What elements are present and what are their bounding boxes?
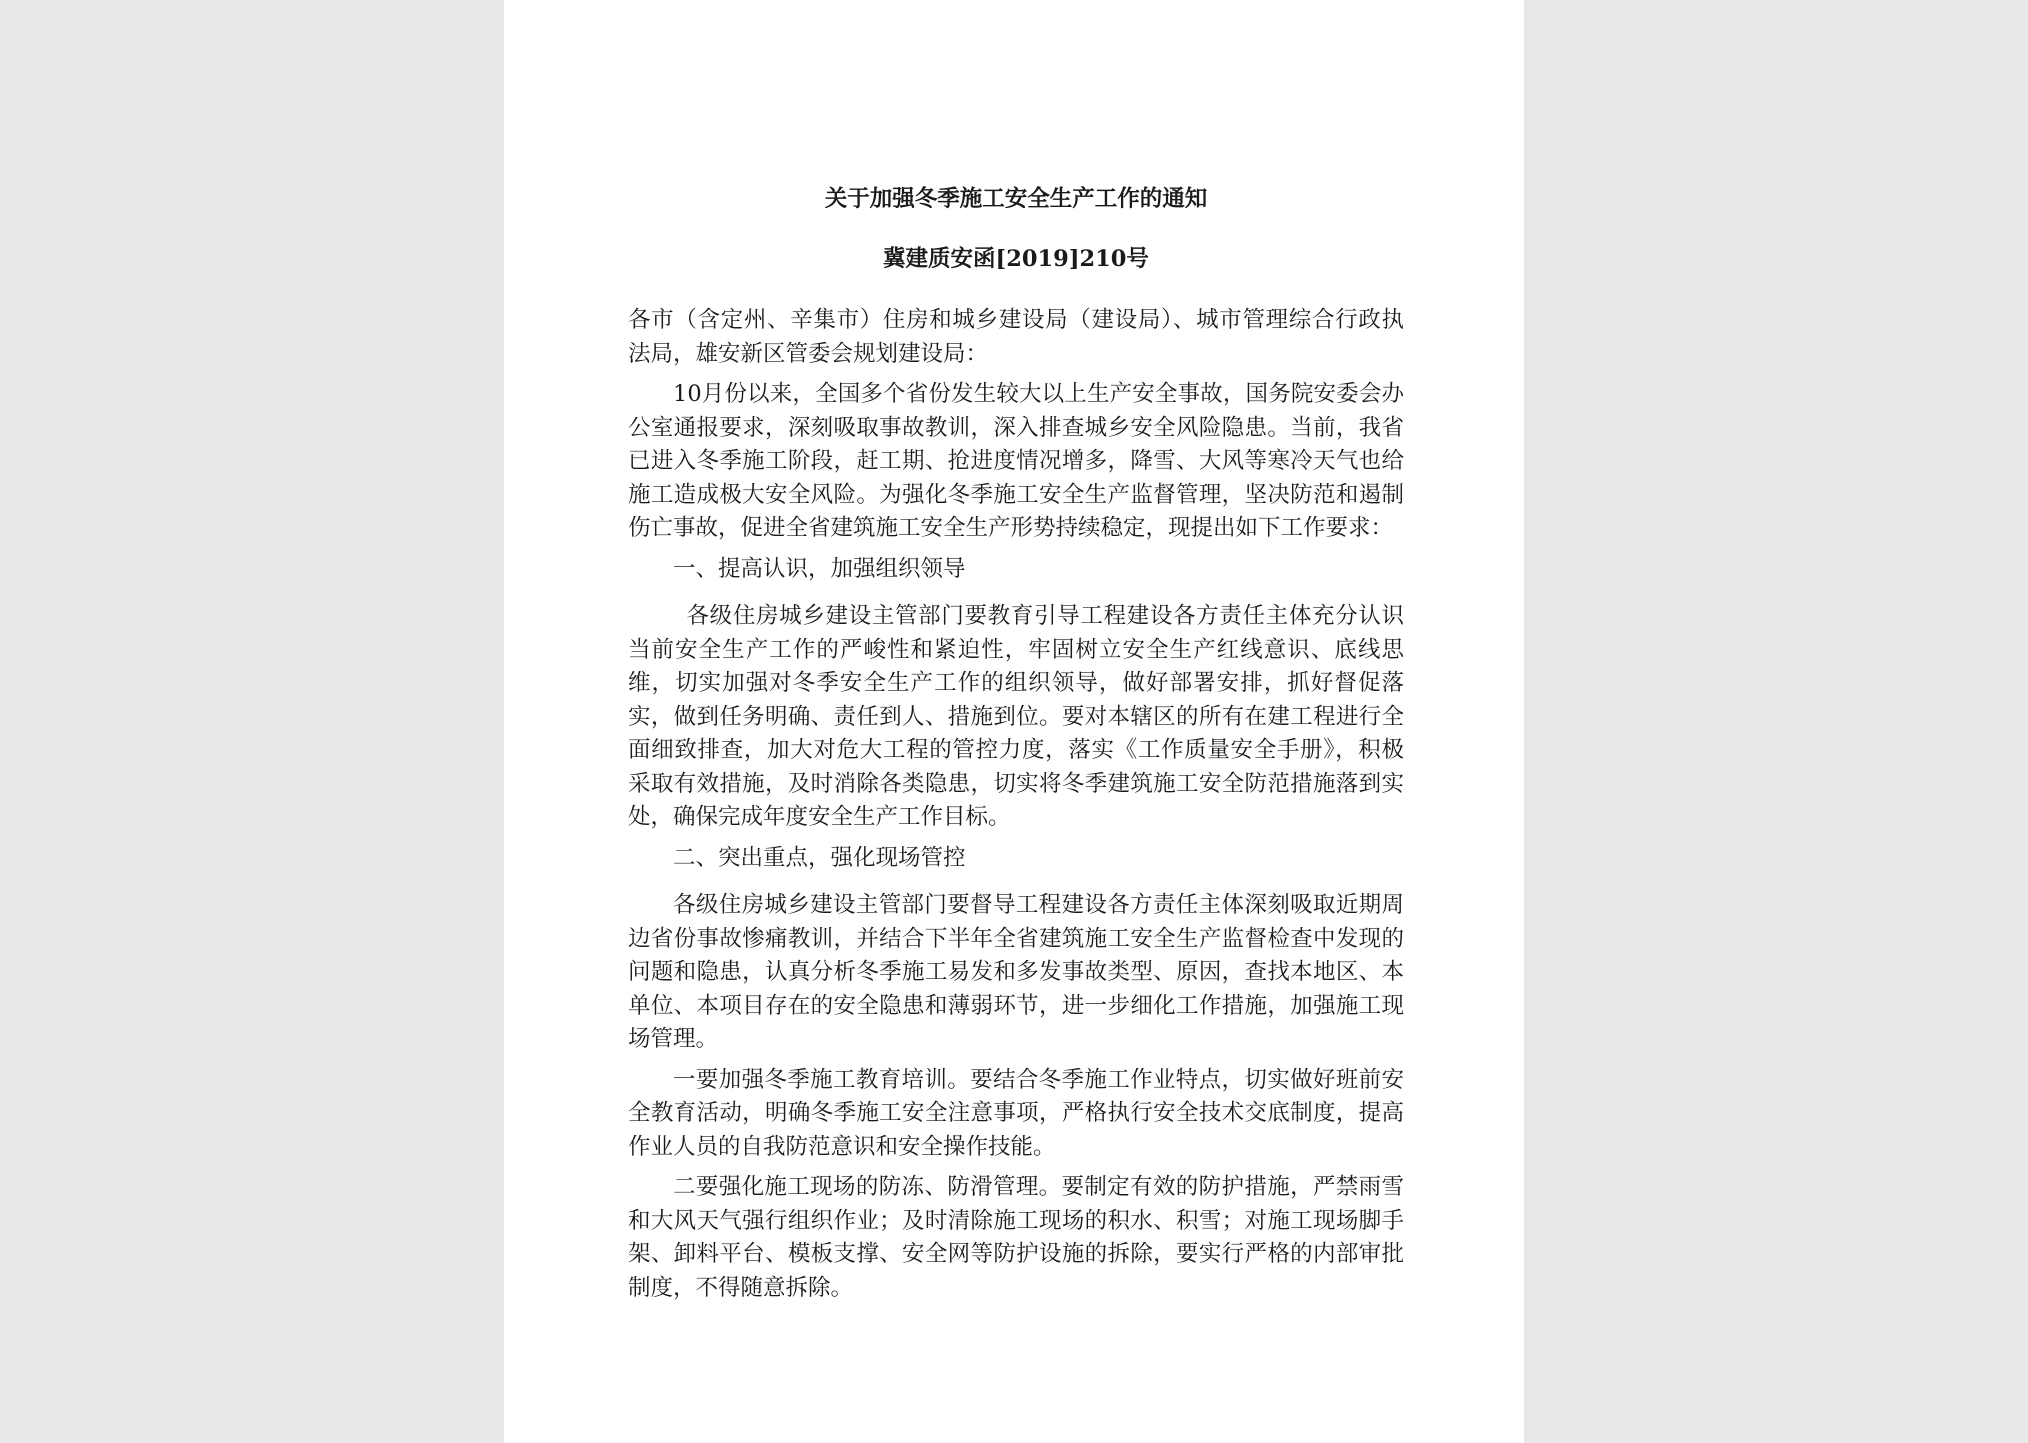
document-page: [504, 0, 1524, 1443]
item-2-paragraph: 二要强化施工现场的防冻、防滑管理。要制定有效的防护措施，严禁雨雪和大风天气强行组织作业；及时清除施工现场的积水、积雪；对施工现场脚手架、卸料平台、模板支撑、安全网等防护设施的拆除，要实行严格的内部审批制度，不得随意拆除。: [628, 1174, 1404, 1301]
document-number: 冀建质安函[2019]210号: [883, 246, 1149, 272]
section-2-body: 各级住房城乡建设主管部门要督导工程建设各方责任主体深刻吸取近期周边省份事故惨痛教训，并结合下半年全省建筑施工安全生产监督检查中发现的问题和隐患，认真分析冬季施工易发和多发事故类型、原因，查找本地区、本单位、本项目存在的安全隐患和薄弱环节，进一步细化工作措施，加强施工现场管理。: [628, 892, 1404, 1052]
section-2-heading: 二、突出重点，强化现场管控: [673, 844, 966, 871]
section-1-heading: 一、提高认识，加强组织领导: [673, 555, 966, 582]
section-1-body: 各级住房城乡建设主管部门要教育引导工程建设各方责任主体充分认识当前安全生产工作的严峻性和紧迫性，牢固树立安全生产红线意识、底线思维，切实加强对冬季安全生产工作的组织领导，做好部署安排，抓好督促落实，做到任务明确、责任到人、措施到位。要对本辖区的所有在建工程进行全面细致排查，加大对危大工程的管控力度，落实《工作质量安全手册》，积极采取有效措施，及时消除各类隐患，切实将冬季建筑施工安全防范措施落到实处，确保完成年度安全生产工作目标。: [628, 603, 1404, 830]
intro-paragraph: 10月份以来，全国多个省份发生较大以上生产安全事故，国务院安委会办公室通报要求，深刻吸取事故教训，深入排查城乡安全风险隐患。当前，我省已进入冬季施工阶段，赶工期、抢进度情况增多，降雪、大风等寒冷天气也给施工造成极大安全风险。为强化冬季施工安全生产监督管理，坚决防范和遏制伤亡事故，促进全省建筑施工安全生产形势持续稳定，现提出如下工作要求：: [628, 381, 1404, 541]
document-content: [628, 182, 1404, 1312]
addressee-paragraph: 各市（含定州、辛集市）住房和城乡建设局（建设局）、城市管理综合行政执法局，雄安新区管委会规划建设局：: [628, 307, 1404, 367]
document-title: 关于加强冬季施工安全生产工作的通知: [824, 186, 1208, 212]
item-1-paragraph: 一要加强冬季施工教育培训。要结合冬季施工作业特点，切实做好班前安全教育活动，明确冬季施工安全注意事项，严格执行安全技术交底制度，提高作业人员的自我防范意识和安全操作技能。: [628, 1066, 1404, 1160]
